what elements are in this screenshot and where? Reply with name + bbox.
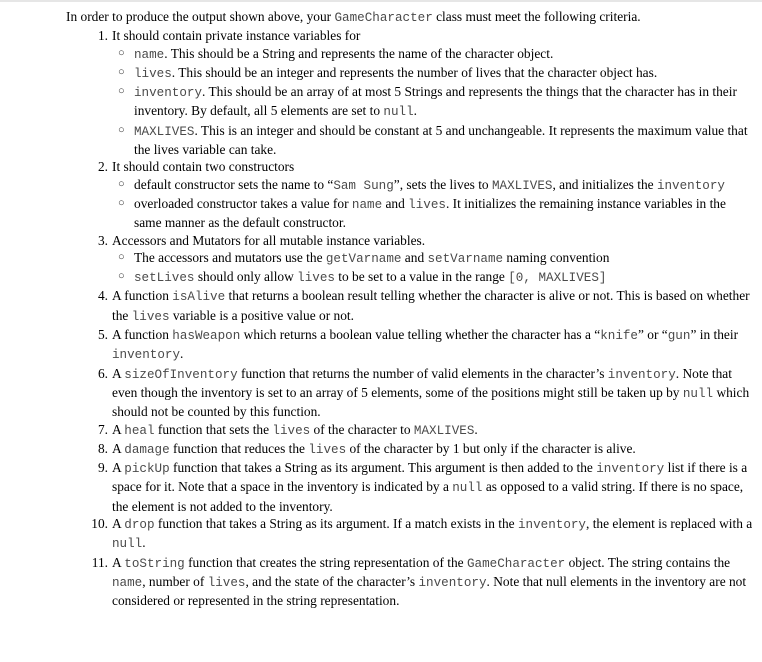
intro-text: class must meet the following criteria.	[432, 9, 641, 24]
inline-code: name	[351, 197, 383, 212]
item-text: , and the state of the character’s	[245, 573, 419, 589]
item-text: that returns a boolean result telling whether the character is alive or not. This is based on whether the	[112, 288, 750, 323]
inline-code: MAXLIVES	[413, 423, 475, 438]
inline-code: setLives	[134, 271, 195, 286]
inline-code: null	[682, 386, 714, 401]
item-text: function that takes a String as its argument. This argument is then added to the	[169, 460, 597, 476]
sub-item	[112, 176, 756, 195]
item-number: 2.	[97, 159, 108, 175]
item-number: 6.	[97, 365, 108, 381]
item-text: .	[180, 346, 184, 362]
inline-code: isAlive	[172, 290, 226, 305]
item-number: 10.	[91, 516, 108, 532]
criteria-item-8	[66, 440, 756, 459]
item-number: 5.	[97, 327, 108, 343]
item-text: Accessors and Mutators for all mutable instance variables.	[112, 232, 426, 248]
sub-item	[112, 268, 756, 287]
inline-code: lives	[297, 271, 335, 286]
sub-item-text: . This should be an array of at most 5 Strings and represents the things that the character has in their inventory. By default, all 5 elements are set to	[134, 84, 737, 119]
sub-item	[112, 45, 756, 64]
inline-code: pickUp	[124, 462, 170, 477]
inline-code: gun	[667, 329, 691, 344]
sub-list	[112, 45, 756, 159]
sub-list	[112, 249, 756, 288]
item-text: It should contain private instance variables for	[112, 28, 361, 44]
inline-code: name	[112, 575, 143, 590]
inline-code: heal	[124, 423, 155, 438]
item-text: ” in their	[690, 327, 739, 343]
sub-item	[112, 249, 756, 268]
inline-code: lives	[408, 197, 446, 212]
item-number: 1.	[97, 28, 108, 44]
inline-code: Sam Sung	[333, 178, 394, 193]
item-text: A	[112, 440, 125, 456]
sub-list	[112, 176, 756, 232]
inline-code: inventory	[112, 348, 181, 363]
item-number: 9.	[97, 460, 108, 476]
top-divider	[0, 0, 762, 2]
sub-item-text: . This should be a String and represents the name of the character object.	[164, 45, 554, 61]
inline-code: null	[452, 481, 483, 496]
inline-code: MAXLIVES	[491, 178, 553, 193]
item-text: A function	[112, 288, 173, 304]
sub-item-text: overloaded constructor takes a value for	[134, 195, 352, 211]
hollow-bullet-icon: ○	[118, 250, 125, 263]
item-text: function that sets the	[154, 421, 273, 437]
criteria-list	[66, 27, 756, 609]
inline-code: lives	[308, 442, 347, 457]
intro-text: In order to produce the output shown above, your	[66, 9, 335, 24]
sub-item-text: . It initializes the remaining instance variables in the same manner as the default constructor.	[134, 195, 726, 231]
item-text: , the element is replaced with a	[586, 516, 753, 532]
criteria-item-9	[66, 459, 756, 515]
inline-code: knife	[600, 329, 638, 344]
item-number: 4.	[97, 288, 108, 304]
criteria-item-4	[66, 287, 756, 326]
inline-code: null	[112, 537, 143, 552]
intro-paragraph	[66, 8, 756, 27]
inline-code: inventory	[418, 575, 487, 590]
sub-item-text: to be set to a value in the range	[334, 269, 509, 285]
criteria-item-5	[66, 326, 756, 365]
sub-item	[112, 122, 756, 159]
hollow-bullet-icon: ○	[118, 46, 125, 59]
inline-code: lives	[207, 575, 246, 590]
item-number: 11.	[91, 554, 108, 570]
item-text: A	[112, 421, 125, 437]
sub-item	[112, 195, 756, 232]
sub-item-text: naming convention	[503, 249, 610, 265]
item-text: It should contain two constructors	[112, 159, 295, 175]
sub-item-text: and	[401, 249, 428, 265]
item-number: 3.	[97, 232, 108, 248]
sub-item-text: , and initializes the	[552, 176, 657, 192]
item-text: function that reduces the	[169, 440, 309, 456]
inline-code: inventory	[596, 462, 665, 477]
item-text: , number of	[142, 573, 208, 589]
inline-code: setVarname	[427, 251, 504, 266]
item-text: ” or “	[638, 327, 668, 343]
sub-item-text: . This is an integer and should be constant at 5 and unchangeable. It represents the maximum value that the lives variable can take.	[134, 122, 748, 158]
inline-code: damage	[124, 442, 170, 457]
hollow-bullet-icon: ○	[118, 196, 125, 209]
inline-code: toString	[124, 556, 185, 571]
item-text: which returns a boolean value telling whether the character has a “	[240, 327, 601, 343]
inline-code: inventory	[134, 86, 203, 101]
item-text: of the character by 1 but only if the character is alive.	[346, 440, 636, 456]
item-text: A	[112, 516, 125, 532]
inline-code: lives	[134, 66, 172, 81]
sub-item-text: The accessors and mutators use the	[134, 249, 326, 265]
item-number: 8.	[97, 440, 108, 456]
document-body	[66, 8, 756, 610]
item-text: object. The string contains the	[565, 554, 731, 570]
criteria-item-3	[66, 232, 756, 288]
inline-code: lives	[131, 309, 170, 324]
criteria-item-7	[66, 421, 756, 440]
item-text: variable is a positive value or not.	[169, 307, 354, 323]
inline-code: null	[383, 105, 414, 120]
inline-code: hasWeapon	[172, 329, 241, 344]
item-text: A	[112, 460, 125, 476]
inline-code: [0, MAXLIVES]	[508, 271, 607, 286]
item-text: A function	[112, 327, 173, 343]
sub-item-text: . This should be an integer and represents the number of lives that the character object has.	[171, 64, 658, 80]
inline-code: inventory	[517, 518, 586, 533]
sub-item	[112, 83, 756, 122]
intro-code-class: GameCharacter	[334, 11, 433, 25]
item-text: of the character to	[310, 421, 414, 437]
criteria-item-2	[66, 158, 756, 231]
sub-item-text: .	[413, 103, 417, 119]
criteria-item-1	[66, 27, 756, 158]
inline-code: name	[134, 47, 165, 62]
sub-item-text: default constructor sets the name to “	[134, 176, 334, 192]
hollow-bullet-icon: ○	[118, 123, 125, 136]
item-text: A	[112, 554, 125, 570]
item-text: function that takes a String as its argument. If a match exists in the	[154, 516, 518, 532]
item-text: .	[474, 421, 478, 437]
hollow-bullet-icon: ○	[118, 65, 125, 78]
item-text: . Note that even though the inventory is set to an array of 5 elements, some of the positions might still be taken up by	[112, 365, 732, 400]
inline-code: lives	[272, 423, 311, 438]
sub-item-text: ”, sets the lives to	[393, 176, 492, 192]
sub-item	[112, 64, 756, 83]
inline-code: MAXLIVES	[134, 124, 195, 139]
item-text: . Note that null elements in the inventory are not considered or represented in the string representation.	[112, 573, 747, 609]
item-text: as opposed to a valid string. If there is no space, the element is not added to the inventory.	[112, 479, 744, 514]
item-text: function that creates the string representation of the	[184, 554, 467, 570]
item-text: A	[112, 365, 125, 381]
criteria-item-11	[66, 554, 756, 610]
criteria-item-6	[66, 365, 756, 421]
inline-code: inventory	[656, 178, 725, 193]
criteria-item-10	[66, 515, 756, 554]
sub-item-text: should only allow	[194, 269, 298, 285]
inline-code: sizeOfInventory	[124, 367, 238, 382]
inline-code: getVarname	[325, 251, 402, 266]
item-text: list if there is a space for it. Note that a space in the inventory is indicated by a	[112, 460, 748, 495]
item-text: .	[142, 535, 146, 551]
hollow-bullet-icon: ○	[118, 177, 125, 190]
item-text: which should not be counted by this function.	[112, 384, 750, 420]
inline-code: drop	[124, 518, 155, 533]
item-number: 7.	[97, 421, 108, 437]
item-text: function that returns the number of valid elements in the character’s	[237, 365, 608, 381]
hollow-bullet-icon: ○	[118, 85, 125, 98]
hollow-bullet-icon: ○	[118, 270, 125, 283]
inline-code: inventory	[607, 367, 676, 382]
inline-code: GameCharacter	[466, 556, 566, 571]
sub-item-text: and	[382, 195, 409, 211]
